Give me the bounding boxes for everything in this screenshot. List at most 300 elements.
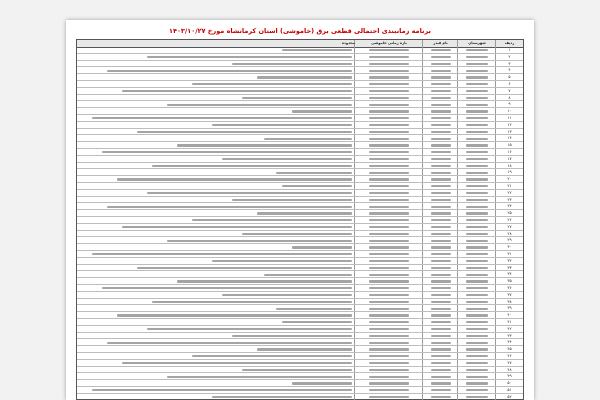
row-number: ۴۶ bbox=[495, 353, 523, 359]
feeder-cell bbox=[422, 101, 458, 107]
illegible-text-placeholder bbox=[369, 178, 409, 180]
time-cell bbox=[354, 326, 423, 332]
row-number: ۳۹ bbox=[495, 305, 523, 311]
illegible-text-placeholder bbox=[212, 396, 352, 398]
illegible-text-placeholder bbox=[466, 110, 488, 112]
illegible-text-placeholder bbox=[369, 328, 409, 330]
illegible-text-placeholder bbox=[242, 369, 352, 371]
illegible-text-placeholder bbox=[431, 369, 451, 371]
area-cell bbox=[75, 95, 355, 101]
table-row bbox=[77, 319, 523, 326]
city-cell bbox=[457, 169, 496, 175]
feeder-cell bbox=[422, 54, 458, 60]
illegible-text-placeholder bbox=[212, 124, 352, 126]
time-cell bbox=[354, 149, 423, 155]
city-cell bbox=[457, 115, 496, 121]
city-cell bbox=[457, 251, 496, 257]
illegible-text-placeholder bbox=[431, 260, 451, 262]
illegible-text-placeholder bbox=[466, 172, 488, 174]
area-cell bbox=[75, 251, 355, 257]
table-row bbox=[77, 81, 523, 88]
illegible-text-placeholder bbox=[466, 151, 488, 153]
illegible-text-placeholder bbox=[107, 70, 352, 72]
illegible-text-placeholder bbox=[431, 178, 451, 180]
illegible-text-placeholder bbox=[369, 335, 409, 337]
area-cell bbox=[75, 115, 355, 121]
city-cell bbox=[457, 203, 496, 209]
table-row bbox=[77, 169, 523, 176]
illegible-text-placeholder bbox=[466, 90, 488, 92]
feeder-cell bbox=[422, 333, 458, 339]
city-cell bbox=[457, 353, 496, 359]
area-cell bbox=[75, 122, 355, 128]
illegible-text-placeholder bbox=[369, 212, 409, 214]
time-cell bbox=[354, 258, 423, 264]
area-cell bbox=[75, 339, 355, 345]
illegible-text-placeholder bbox=[369, 192, 409, 194]
table-row bbox=[77, 258, 523, 265]
row-number: ۲۳ bbox=[495, 197, 523, 203]
feeder-cell bbox=[422, 210, 458, 216]
time-cell bbox=[354, 81, 423, 87]
time-cell bbox=[354, 108, 423, 114]
table-row bbox=[77, 47, 523, 54]
area-cell bbox=[75, 176, 355, 182]
row-number: ۱۱ bbox=[495, 115, 523, 121]
area-cell bbox=[75, 197, 355, 203]
time-cell bbox=[354, 122, 423, 128]
illegible-text-placeholder bbox=[152, 165, 352, 167]
illegible-text-placeholder bbox=[431, 76, 451, 78]
illegible-text-placeholder bbox=[431, 294, 451, 296]
table-row bbox=[77, 353, 523, 360]
feeder-cell bbox=[422, 169, 458, 175]
illegible-text-placeholder bbox=[257, 348, 352, 350]
time-cell bbox=[354, 367, 423, 373]
illegible-text-placeholder bbox=[369, 165, 409, 167]
illegible-text-placeholder bbox=[466, 49, 488, 51]
feeder-cell bbox=[422, 190, 458, 196]
feeder-cell bbox=[422, 251, 458, 257]
row-number: ۴۹ bbox=[495, 373, 523, 379]
city-cell bbox=[457, 47, 496, 53]
time-cell bbox=[354, 190, 423, 196]
row-number: ۱۸ bbox=[495, 163, 523, 169]
time-cell bbox=[354, 285, 423, 291]
table-row bbox=[77, 231, 523, 238]
illegible-text-placeholder bbox=[167, 240, 352, 242]
city-cell bbox=[457, 333, 496, 339]
illegible-text-placeholder bbox=[369, 76, 409, 78]
table-row bbox=[77, 108, 523, 115]
feeder-cell bbox=[422, 278, 458, 284]
illegible-text-placeholder bbox=[466, 138, 488, 140]
illegible-text-placeholder bbox=[431, 117, 451, 119]
city-cell bbox=[457, 156, 496, 162]
illegible-text-placeholder bbox=[466, 76, 488, 78]
feeder-cell bbox=[422, 394, 458, 400]
illegible-text-placeholder bbox=[369, 90, 409, 92]
time-cell bbox=[354, 115, 423, 121]
column-header-feeder: نام فیدر bbox=[422, 40, 458, 47]
row-number: ۴۴ bbox=[495, 339, 523, 345]
illegible-text-placeholder bbox=[431, 138, 451, 140]
illegible-text-placeholder bbox=[466, 260, 488, 262]
feeder-cell bbox=[422, 47, 458, 53]
city-cell bbox=[457, 387, 496, 393]
city-cell bbox=[457, 380, 496, 386]
area-cell bbox=[75, 237, 355, 243]
illegible-text-placeholder bbox=[431, 70, 451, 72]
illegible-text-placeholder bbox=[212, 260, 352, 262]
city-cell bbox=[457, 135, 496, 141]
area-cell bbox=[75, 380, 355, 386]
illegible-text-placeholder bbox=[431, 328, 451, 330]
table-row bbox=[77, 88, 523, 95]
city-cell bbox=[457, 61, 496, 67]
feeder-cell bbox=[422, 258, 458, 264]
table-row bbox=[77, 373, 523, 380]
illegible-text-placeholder bbox=[177, 280, 352, 282]
time-cell bbox=[354, 54, 423, 60]
illegible-text-placeholder bbox=[466, 199, 488, 201]
city-cell bbox=[457, 108, 496, 114]
time-cell bbox=[354, 169, 423, 175]
table-row bbox=[77, 203, 523, 210]
time-cell bbox=[354, 197, 423, 203]
table-row bbox=[77, 224, 523, 231]
illegible-text-placeholder bbox=[282, 321, 352, 323]
illegible-text-placeholder bbox=[431, 144, 451, 146]
illegible-text-placeholder bbox=[292, 246, 352, 248]
feeder-cell bbox=[422, 197, 458, 203]
illegible-text-placeholder bbox=[92, 117, 352, 119]
illegible-text-placeholder bbox=[369, 287, 409, 289]
feeder-cell bbox=[422, 339, 458, 345]
time-cell bbox=[354, 203, 423, 209]
area-cell bbox=[75, 169, 355, 175]
time-cell bbox=[354, 237, 423, 243]
area-cell bbox=[75, 231, 355, 237]
illegible-text-placeholder bbox=[242, 97, 352, 99]
illegible-text-placeholder bbox=[431, 56, 451, 58]
time-cell bbox=[354, 101, 423, 107]
illegible-text-placeholder bbox=[466, 274, 488, 276]
row-number: ۳ bbox=[495, 61, 523, 67]
area-cell bbox=[75, 101, 355, 107]
city-cell bbox=[457, 176, 496, 182]
illegible-text-placeholder bbox=[369, 274, 409, 276]
city-cell bbox=[457, 217, 496, 223]
feeder-cell bbox=[422, 319, 458, 325]
area-cell bbox=[75, 129, 355, 135]
area-cell bbox=[75, 244, 355, 250]
city-cell bbox=[457, 292, 496, 298]
illegible-text-placeholder bbox=[369, 124, 409, 126]
illegible-text-placeholder bbox=[466, 308, 488, 310]
row-number: ۶ bbox=[495, 81, 523, 87]
feeder-cell bbox=[422, 61, 458, 67]
city-cell bbox=[457, 360, 496, 366]
illegible-text-placeholder bbox=[369, 294, 409, 296]
table-row bbox=[77, 61, 523, 68]
row-number: ۷ bbox=[495, 88, 523, 94]
illegible-text-placeholder bbox=[222, 294, 352, 296]
row-number: ۳۱ bbox=[495, 251, 523, 257]
feeder-cell bbox=[422, 129, 458, 135]
illegible-text-placeholder bbox=[282, 49, 352, 51]
illegible-text-placeholder bbox=[431, 389, 451, 391]
table-row bbox=[77, 217, 523, 224]
illegible-text-placeholder bbox=[242, 233, 352, 235]
illegible-text-placeholder bbox=[369, 56, 409, 58]
row-number: ۴۰ bbox=[495, 312, 523, 318]
illegible-text-placeholder bbox=[122, 226, 352, 228]
city-cell bbox=[457, 373, 496, 379]
illegible-text-placeholder bbox=[431, 308, 451, 310]
time-cell bbox=[354, 339, 423, 345]
city-cell bbox=[457, 271, 496, 277]
area-cell bbox=[75, 135, 355, 141]
illegible-text-placeholder bbox=[167, 376, 352, 378]
area-cell bbox=[75, 203, 355, 209]
illegible-text-placeholder bbox=[466, 206, 488, 208]
feeder-cell bbox=[422, 95, 458, 101]
time-cell bbox=[354, 224, 423, 230]
table-row bbox=[77, 346, 523, 353]
area-cell bbox=[75, 346, 355, 352]
time-cell bbox=[354, 156, 423, 162]
illegible-text-placeholder bbox=[431, 199, 451, 201]
area-cell bbox=[75, 258, 355, 264]
table-row bbox=[77, 129, 523, 136]
row-number: ۳۶ bbox=[495, 285, 523, 291]
illegible-text-placeholder bbox=[431, 355, 451, 357]
time-cell bbox=[354, 88, 423, 94]
feeder-cell bbox=[422, 367, 458, 373]
illegible-text-placeholder bbox=[466, 348, 488, 350]
city-cell bbox=[457, 54, 496, 60]
illegible-text-placeholder bbox=[431, 83, 451, 85]
row-number: ۹ bbox=[495, 101, 523, 107]
area-cell bbox=[75, 67, 355, 73]
table-row bbox=[77, 67, 523, 74]
area-cell bbox=[75, 142, 355, 148]
area-cell bbox=[75, 299, 355, 305]
illegible-text-placeholder bbox=[257, 76, 352, 78]
illegible-text-placeholder bbox=[466, 219, 488, 221]
illegible-text-placeholder bbox=[431, 274, 451, 276]
city-cell bbox=[457, 67, 496, 73]
table-row bbox=[77, 210, 523, 217]
illegible-text-placeholder bbox=[431, 124, 451, 126]
table-row bbox=[77, 176, 523, 183]
illegible-text-placeholder bbox=[431, 267, 451, 269]
illegible-text-placeholder bbox=[369, 246, 409, 248]
area-cell bbox=[75, 108, 355, 114]
row-number: ۲۷ bbox=[495, 224, 523, 230]
feeder-cell bbox=[422, 373, 458, 379]
illegible-text-placeholder bbox=[369, 321, 409, 323]
feeder-cell bbox=[422, 244, 458, 250]
illegible-text-placeholder bbox=[431, 287, 451, 289]
table-row bbox=[77, 312, 523, 319]
city-cell bbox=[457, 197, 496, 203]
city-cell bbox=[457, 190, 496, 196]
row-number: ۳۲ bbox=[495, 258, 523, 264]
illegible-text-placeholder bbox=[369, 348, 409, 350]
row-number: ۴۱ bbox=[495, 319, 523, 325]
illegible-text-placeholder bbox=[369, 240, 409, 242]
area-cell bbox=[75, 353, 355, 359]
illegible-text-placeholder bbox=[431, 131, 451, 133]
area-cell bbox=[75, 387, 355, 393]
row-number: ۴۳ bbox=[495, 333, 523, 339]
feeder-cell bbox=[422, 217, 458, 223]
row-number: ۳۸ bbox=[495, 299, 523, 305]
row-number: ۴ bbox=[495, 67, 523, 73]
table-row bbox=[77, 299, 523, 306]
illegible-text-placeholder bbox=[466, 246, 488, 248]
time-cell bbox=[354, 251, 423, 257]
area-cell bbox=[75, 305, 355, 311]
illegible-text-placeholder bbox=[431, 219, 451, 221]
illegible-text-placeholder bbox=[431, 49, 451, 51]
area-cell bbox=[75, 367, 355, 373]
illegible-text-placeholder bbox=[369, 355, 409, 357]
feeder-cell bbox=[422, 74, 458, 80]
illegible-text-placeholder bbox=[466, 158, 488, 160]
city-cell bbox=[457, 129, 496, 135]
illegible-text-placeholder bbox=[232, 199, 352, 201]
table-row bbox=[77, 265, 523, 272]
table-row bbox=[77, 197, 523, 204]
row-number: ۳۷ bbox=[495, 292, 523, 298]
feeder-cell bbox=[422, 380, 458, 386]
row-number: ۴۵ bbox=[495, 346, 523, 352]
illegible-text-placeholder bbox=[177, 144, 352, 146]
time-cell bbox=[354, 183, 423, 189]
illegible-text-placeholder bbox=[369, 70, 409, 72]
illegible-text-placeholder bbox=[466, 226, 488, 228]
illegible-text-placeholder bbox=[137, 267, 352, 269]
table-row bbox=[77, 360, 523, 367]
area-cell bbox=[75, 285, 355, 291]
illegible-text-placeholder bbox=[369, 362, 409, 364]
illegible-text-placeholder bbox=[232, 63, 352, 65]
row-number: ۵ bbox=[495, 74, 523, 80]
feeder-cell bbox=[422, 81, 458, 87]
illegible-text-placeholder bbox=[431, 90, 451, 92]
illegible-text-placeholder bbox=[431, 301, 451, 303]
feeder-cell bbox=[422, 299, 458, 305]
row-number: ۳۰ bbox=[495, 244, 523, 250]
illegible-text-placeholder bbox=[431, 151, 451, 153]
illegible-text-placeholder bbox=[107, 206, 352, 208]
illegible-text-placeholder bbox=[431, 376, 451, 378]
area-cell bbox=[75, 326, 355, 332]
illegible-text-placeholder bbox=[192, 355, 352, 357]
city-cell bbox=[457, 285, 496, 291]
illegible-text-placeholder bbox=[431, 165, 451, 167]
illegible-text-placeholder bbox=[167, 104, 352, 106]
feeder-cell bbox=[422, 265, 458, 271]
illegible-text-placeholder bbox=[369, 172, 409, 174]
table-row bbox=[77, 278, 523, 285]
column-header-area: محدوده bbox=[341, 41, 355, 45]
illegible-text-placeholder bbox=[369, 253, 409, 255]
city-cell bbox=[457, 142, 496, 148]
city-cell bbox=[457, 339, 496, 345]
illegible-text-placeholder bbox=[369, 233, 409, 235]
time-cell bbox=[354, 129, 423, 135]
illegible-text-placeholder bbox=[466, 362, 488, 364]
time-cell bbox=[354, 373, 423, 379]
illegible-text-placeholder bbox=[431, 63, 451, 65]
illegible-text-placeholder bbox=[466, 144, 488, 146]
illegible-text-placeholder bbox=[102, 287, 352, 289]
feeder-cell bbox=[422, 360, 458, 366]
row-number: ۴۷ bbox=[495, 360, 523, 366]
time-cell bbox=[354, 333, 423, 339]
illegible-text-placeholder bbox=[466, 192, 488, 194]
illegible-text-placeholder bbox=[369, 301, 409, 303]
row-number: ۵۰ bbox=[495, 380, 523, 386]
table-row bbox=[77, 339, 523, 346]
area-cell bbox=[75, 319, 355, 325]
illegible-text-placeholder bbox=[369, 49, 409, 51]
illegible-text-placeholder bbox=[369, 104, 409, 106]
row-number: ۱ bbox=[495, 47, 523, 53]
illegible-text-placeholder bbox=[466, 56, 488, 58]
feeder-cell bbox=[422, 149, 458, 155]
illegible-text-placeholder bbox=[466, 131, 488, 133]
illegible-text-placeholder bbox=[369, 199, 409, 201]
area-cell bbox=[75, 74, 355, 80]
time-cell bbox=[354, 61, 423, 67]
feeder-cell bbox=[422, 237, 458, 243]
feeder-cell bbox=[422, 108, 458, 114]
illegible-text-placeholder bbox=[264, 138, 352, 140]
illegible-text-placeholder bbox=[369, 131, 409, 133]
illegible-text-placeholder bbox=[107, 342, 352, 344]
column-header-row-number: ردیف bbox=[495, 40, 523, 47]
column-header-time: بازه زمانی خاموشی bbox=[354, 40, 423, 47]
feeder-cell bbox=[422, 312, 458, 318]
area-cell bbox=[75, 360, 355, 366]
illegible-text-placeholder bbox=[466, 382, 488, 384]
table-row bbox=[77, 292, 523, 299]
illegible-text-placeholder bbox=[369, 376, 409, 378]
row-number: ۵۲ bbox=[495, 394, 523, 400]
illegible-text-placeholder bbox=[369, 308, 409, 310]
table-row bbox=[77, 244, 523, 251]
illegible-text-placeholder bbox=[466, 321, 488, 323]
city-cell bbox=[457, 258, 496, 264]
illegible-text-placeholder bbox=[369, 280, 409, 282]
row-number: ۱۶ bbox=[495, 149, 523, 155]
illegible-text-placeholder bbox=[276, 172, 352, 174]
city-cell bbox=[457, 319, 496, 325]
illegible-text-placeholder bbox=[431, 348, 451, 350]
table-row bbox=[77, 156, 523, 163]
table-row bbox=[77, 74, 523, 81]
illegible-text-placeholder bbox=[369, 342, 409, 344]
illegible-text-placeholder bbox=[431, 246, 451, 248]
illegible-text-placeholder bbox=[369, 267, 409, 269]
row-number: ۲۶ bbox=[495, 217, 523, 223]
illegible-text-placeholder bbox=[466, 253, 488, 255]
